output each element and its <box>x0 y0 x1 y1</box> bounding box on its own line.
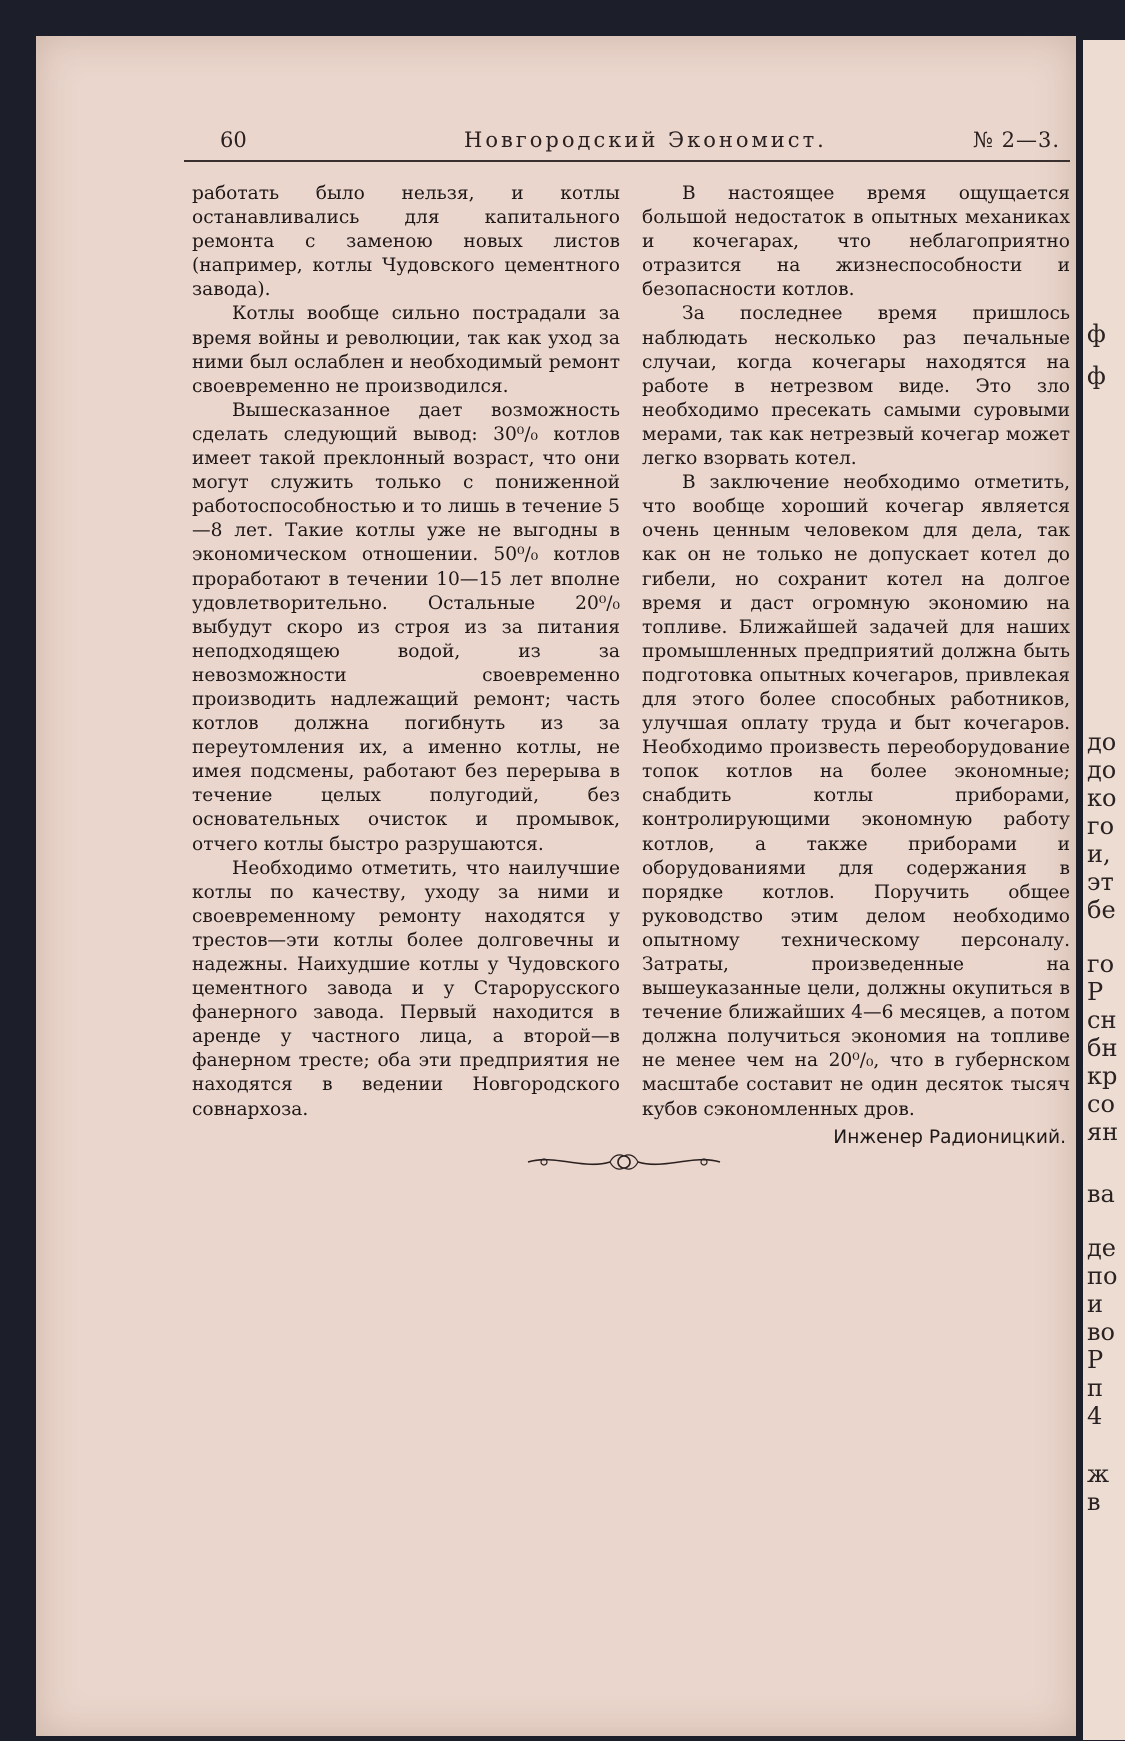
author-signature: Инженер Радионицкий. <box>833 1126 1066 1148</box>
paragraph: Необходимо отметить, что наилучшие котлы по качеству, уходу за ними и своевременному ремонту находятся у трестов—эти котлы более долговечны и надежны. Наихудшие котлы у Чудовского цементного завода и у Старорусского фанерного завода. Первый находится в аренде у частного лица, а второй—в фанерном тресте; оба эти предприятия не находятся в ведении Новгородского совнархоза. <box>192 857 620 1120</box>
adjacent-page-edge <box>1083 40 1125 1740</box>
page-edge-fragment: во <box>1087 1318 1115 1346</box>
page-edge-fragment: 4 <box>1087 1402 1103 1430</box>
page-edge-fragment: ф <box>1087 320 1106 348</box>
page-edge-fragment: сн <box>1087 1006 1117 1034</box>
right-column <box>642 182 1070 1150</box>
page-edge-fragment: Р <box>1087 1346 1104 1374</box>
left-column <box>192 182 620 1122</box>
page-edge-fragment: ф <box>1087 362 1106 390</box>
page-edge-fragment: в <box>1087 1488 1101 1516</box>
journal-title: Новгородский Экономист. <box>464 128 827 152</box>
page-edge-fragment: до <box>1087 756 1117 784</box>
page-edge-fragment: до <box>1087 728 1117 756</box>
paragraph: В настоящее время ощущается большой недостаток в опытных механиках и кочегарах, что неблагоприятно отразится на жизнеспособности и безопасности котлов. <box>642 183 1070 301</box>
ornament-divider <box>524 1150 724 1174</box>
paragraph: В заключение необходимо отметить, что вообще хороший кочегар является очень ценным человеком для дела, так как он не только не допускает котел до гибели, но сохранит котел на долгое время и даст огромную экономию на топливе. Ближайшей задачей для наших промышленных предприятий должна быть подготовка опытных кочегаров, привлекая для этого более способных работников, улучшая оплату труда и быт кочегаров. Необходимо произвесть переоборудование топок котлов на более экономные; снабдить котлы приборами, контролирующими экономную работу котлов, а также приборами и оборудованиями для содержания в порядке котлов. Поручить общее руководство этим делом необходимо опытному техническому персоналу. Затраты, произведенные на вышеуказанные цели, должны окупиться в течение ближайших 4—6 месяцев, а потом должна получиться экономия на топливе не менее чем на 20⁰/₀, что в губернском масштабе составит не один десяток тысяч кубов сэкономленных дров. <box>642 472 1070 1120</box>
page-edge-fragment: де <box>1087 1234 1116 1262</box>
page-edge-fragment: ва <box>1087 1180 1115 1208</box>
page-edge-fragment: бе <box>1087 896 1116 924</box>
page-edge-fragment: ко <box>1087 784 1117 812</box>
page-edge-fragment: со <box>1087 1090 1115 1118</box>
paragraph: За последнее время пришлось наблюдать несколько раз печальные случаи, когда кочегары находятся на работе в нетрезвом виде. Это зло необходимо пресекать самыми суровыми мерами, так как нетрезвый кочегар может легко взорвать котел. <box>642 303 1070 470</box>
page-edge-fragment: ж <box>1087 1460 1110 1488</box>
issue-number: № 2—3. <box>973 128 1060 152</box>
page-edge-fragment: ян <box>1087 1118 1119 1146</box>
page-edge-fragment: го <box>1087 812 1115 840</box>
page-edge-fragment: по <box>1087 1262 1118 1290</box>
page-header <box>184 128 1070 162</box>
paragraph: Котлы вообще сильно пострадали за время войны и революции, так как уход за ними был ослаблен и необходимый ремонт своевременно не производился. <box>192 303 620 397</box>
page-edge-fragment: и, <box>1087 840 1111 868</box>
paragraph: Вышесказанное дает возможность сделать следующий вывод: 30⁰/₀ котлов имеет такой преклонный возраст, что они могут служить только с пониженной работоспособностью и то лишь в течение 5—8 лет. Такие котлы уже не выгодны в экономическом отношении. 50⁰/₀ котлов проработают в течении 10—15 лет вполне удовлетворительно. Остальные 20⁰/₀ выбудут скоро из строя из за питания неподходящею водой, из за невозможности своевременно производить надлежащий ремонт; часть котлов должна погибнуть из за переутомления их, а именно котлы, не имея подсмены, работают без перерыва в течение целых полугодий, без основательных очисток и промывок, отчего котлы быстро разрушаются. <box>192 399 620 855</box>
page-edge-fragment: п <box>1087 1374 1103 1402</box>
page-edge-fragment: бн <box>1087 1034 1118 1062</box>
page-edge-fragment: го <box>1087 950 1115 978</box>
page-number: 60 <box>220 128 247 152</box>
paragraph: работать было нельзя, и котлы останавливались для капитального ремонта с заменою новых листов (например, котлы Чудовского цементного завода). <box>192 183 620 301</box>
page-edge-fragment: и <box>1087 1290 1103 1318</box>
page-edge-fragment: кр <box>1087 1062 1118 1090</box>
page-edge-fragment: эт <box>1087 868 1114 896</box>
page-edge-fragment: Р <box>1087 978 1104 1006</box>
